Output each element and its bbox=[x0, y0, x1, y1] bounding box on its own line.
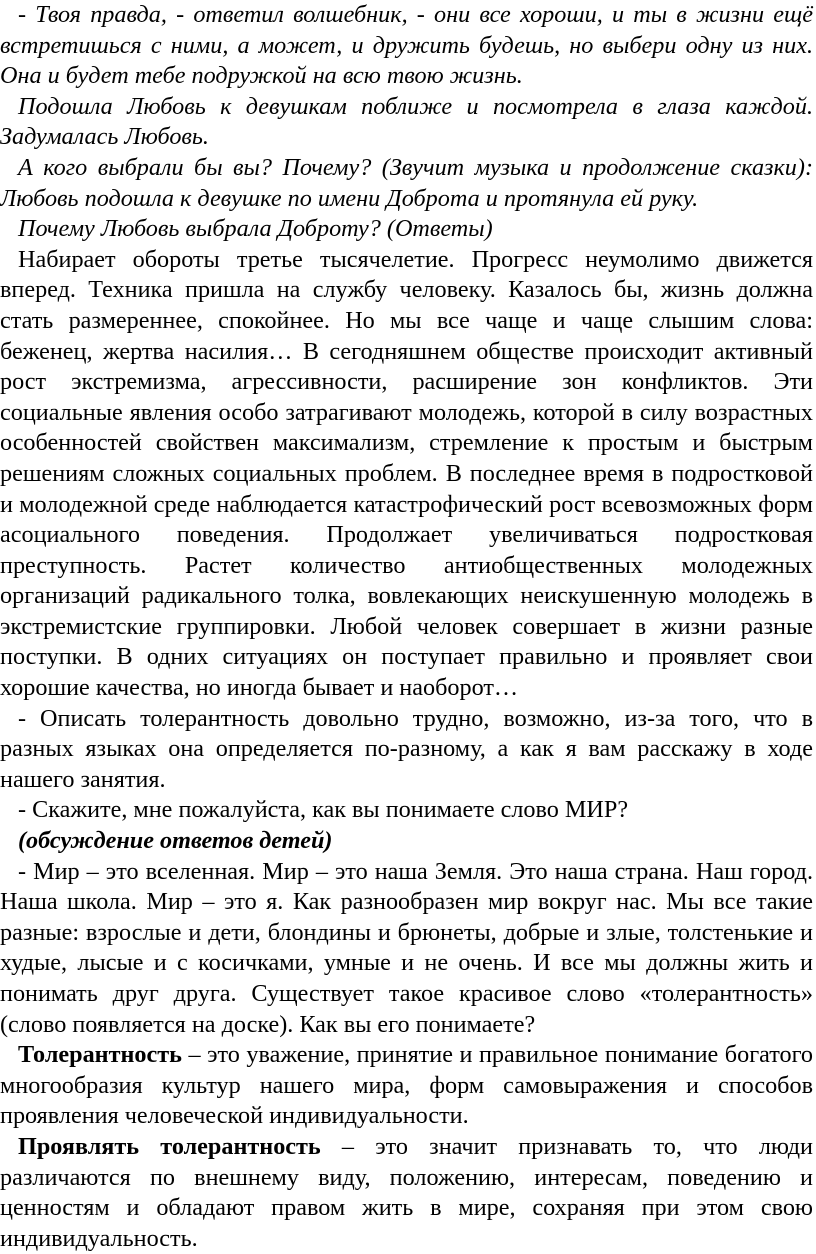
story-question-paragraph bbox=[0, 153, 813, 214]
story-reply-paragraph bbox=[0, 0, 813, 92]
tolerance-definition-text: – это уважение, принятие и правильное понимание богатого многообразия культур нашего мира, форм самовыражения и способов проявления человеческой индивидуальности. bbox=[0, 1041, 813, 1130]
tolerance-description-paragraph bbox=[0, 704, 813, 796]
story-reply-text: - Твоя правда, - ответил волшебник, - они все хороши, и ты в жизни ещё встретишься с ними, а может, и дружить будешь, но выбери одну из них. Она и будет тебе подружкой на всю твою жизнь. bbox=[0, 1, 813, 90]
story-love-paragraph bbox=[0, 92, 813, 153]
peace-explanation-text: - Мир – это вселенная. Мир – это наша Земля. Это наша страна. Наш город. Наша школа. Мир – это я. Как разнообразен мир вокруг нас. Мы все такие разные: взрослые и дети, блондины и брюнеты, добрые и злые, толстенькие и худые, лысые и с косичками, умные и не очень. И все мы должны жить и понимать друг друга. Существует такое красивое слово «толерантность» (слово появляется на доске). Как вы его понимаете? bbox=[0, 857, 813, 1038]
show-tolerance-definition-text: – это значит признавать то, что люди различаются по внешнему виду, положению, интересам, поведению и ценностям и обладают правом жить в мире, сохраняя при этом свою индивидуальность. bbox=[0, 1132, 813, 1252]
discussion-note-paragraph bbox=[0, 826, 813, 857]
tolerance-definition-paragraph bbox=[0, 1040, 813, 1132]
peace-explanation-paragraph bbox=[0, 857, 813, 1041]
tolerance-term: Толерантность bbox=[18, 1041, 182, 1069]
show-tolerance-definition-paragraph bbox=[0, 1132, 813, 1254]
story-love-text: Подошла Любовь к девушкам поближе и посмотрела в глаза каждой. Задумалась Любовь. bbox=[0, 92, 813, 151]
society-context-text: Набирает обороты третье тысячелетие. Прогресс неумолимо движется вперед. Техника пришла на службу человеку. Казалось бы, жизнь должна стать размереннее, спокойнее. Но мы все чаще и чаще слышим слова: беженец, жертва насилия… В сегодняшнем обществе происходит активный рост экстремизма, агрессивности, расширение зон конфликтов. Эти социальные явления особо затрагивают молодежь, которой в силу возрастных особенностей свойствен максимализм, стремление к простым и быстрым решениям сложных социальных проблем. В последнее время в подростковой и молодежной среде наблюдается катастрофический рост всевозможных форм асоциального поведения. Продолжает увеличиваться подростковая преступность. Растет количество антиобщественных молодежных организаций радикального толка, вовлекающих неискушенную молодежь в экстремистские группировки. Любой человек совершает в жизни разные поступки. В одних ситуациях он поступает правильно и проявляет свои хорошие качества, но иногда бывает и наоборот… bbox=[0, 245, 813, 702]
society-context-paragraph bbox=[0, 245, 813, 704]
answers-question-text: Почему Любовь выбрала Доброту? (Ответы) bbox=[18, 215, 493, 243]
answers-question-paragraph bbox=[0, 214, 813, 245]
show-tolerance-term: Проявлять толерантность bbox=[18, 1132, 321, 1160]
peace-question-paragraph bbox=[0, 795, 813, 826]
tolerance-description-text: - Описать толерантность довольно трудно, возможно, из-за того, что в разных языках она определяется по-разному, а как я вам расскажу в ходе нашего занятия. bbox=[0, 704, 813, 793]
peace-question-text: - Скажите, мне пожалуйста, как вы понимаете слово МИР? bbox=[18, 796, 629, 824]
discussion-note-text: (обсуждение ответов детей) bbox=[18, 827, 333, 855]
story-question-text: А кого выбрали бы вы? Почему? (Звучит музыка и продолжение сказки): Любовь подошла к девушке по имени Доброта и протянула ей руку. bbox=[0, 153, 813, 212]
